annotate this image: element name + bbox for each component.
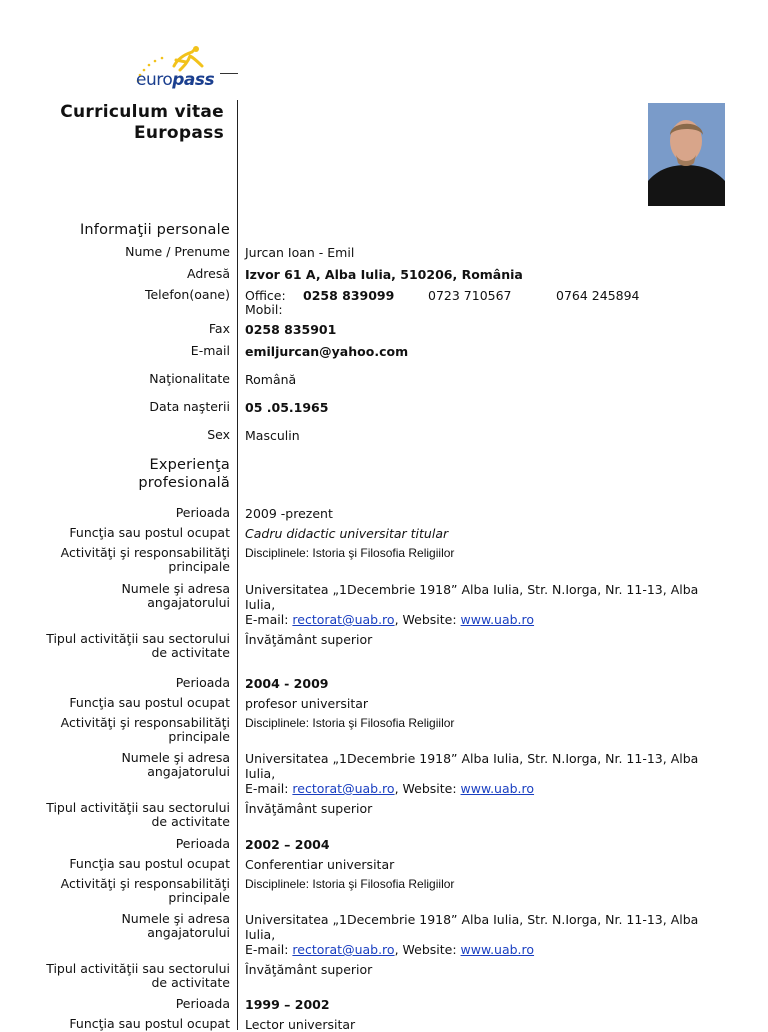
logo-underline (220, 73, 238, 74)
job1-period: 2009 -prezent (245, 506, 333, 521)
nationality-label: Naţionalitate (149, 371, 230, 386)
job3-activities: Disciplinele: Istoria şi Filosofia Religiilor (245, 877, 455, 891)
job3-period: 2002 – 2004 (245, 837, 330, 852)
birthdate-value: 05 .05.1965 (245, 400, 329, 415)
job3-sector: Învăţământ superior (245, 962, 373, 977)
nationality-value: Română (245, 372, 297, 387)
job1-period-label: Perioada (175, 505, 230, 520)
job1-sector: Învăţământ superior (245, 632, 373, 647)
sex-value: Masculin (245, 428, 300, 443)
job3-position: Conferentiar universitar (245, 857, 395, 872)
profile-photo (648, 103, 725, 206)
job2-employer: Universitatea „1Decembrie 1918” Alba Iulia, Str. N.Iorga, Nr. 11-13, Alba Iulia, E-mail: rectorat@uab.ro, Website: www.uab.ro (245, 751, 699, 796)
fax-label: Fax (208, 321, 230, 336)
sex-label: Sex (207, 427, 230, 442)
job3-activities-label: Activităţi şi responsabilităţi principale (60, 876, 230, 905)
office-phone: 0258 839099 (303, 288, 395, 303)
email-label: E-mail (190, 343, 230, 358)
column-divider (237, 100, 238, 1030)
job3-employer-label: Numele şi adresa angajatorului (121, 911, 230, 940)
job4-period: 1999 – 2002 (245, 997, 330, 1012)
job2-sector: Învăţământ superior (245, 801, 373, 816)
name-label: Nume / Prenume (125, 244, 230, 259)
job1-sector-label: Tipul activităţii sau sectorului de activitate (46, 631, 230, 660)
mobile-phone-2: 0764 245894 (556, 288, 640, 303)
job4-period-label: Perioada (175, 996, 230, 1011)
job2-position: profesor universitar (245, 696, 369, 711)
job3-website-link[interactable]: www.uab.ro (460, 942, 535, 957)
job1-position-label: Funcţia sau postul ocupat (69, 525, 230, 540)
job2-employer-label: Numele şi adresa angajatorului (121, 750, 230, 779)
job3-email-link[interactable]: rectorat@uab.ro (292, 942, 395, 957)
job3-employer: Universitatea „1Decembrie 1918” Alba Iulia, Str. N.Iorga, Nr. 11-13, Alba Iulia, E-mail: rectorat@uab.ro, Website: www.uab.ro (245, 912, 699, 957)
job3-sector-label: Tipul activităţii sau sectorului de activitate (46, 961, 230, 990)
section-personal-info: Informaţii personale (79, 222, 230, 238)
job3-period-label: Perioada (175, 836, 230, 851)
job1-email-link[interactable]: rectorat@uab.ro (292, 612, 395, 627)
europass-wordmark: europass (136, 70, 215, 90)
office-label: Office: (245, 288, 286, 303)
email-value: emiljurcan@yahoo.com (245, 344, 409, 359)
name-value: Jurcan Ioan - Emil (245, 245, 355, 260)
phone-label: Telefon(oane) (144, 287, 230, 302)
mobile-label: Mobil: (245, 302, 283, 317)
job2-period: 2004 - 2009 (245, 676, 329, 691)
job2-activities-label: Activităţi şi responsabilităţi principale (60, 715, 230, 744)
phone-values (245, 288, 735, 303)
job1-activities: Disciplinele: Istoria şi Filosofia Religiilor (245, 546, 455, 560)
job1-employer: Universitatea „1Decembrie 1918” Alba Iulia, Str. N.Iorga, Nr. 11-13, Alba Iulia, E-mail: rectorat@uab.ro, Website: www.uab.ro (245, 582, 699, 627)
fax-value: 0258 835901 (245, 322, 337, 337)
job4-position-label: Funcţia sau postul ocupat (69, 1016, 230, 1031)
job2-email-link[interactable]: rectorat@uab.ro (292, 781, 395, 796)
job4-position: Lector universitar (245, 1017, 356, 1032)
address-value: Izvor 61 A, Alba Iulia, 510206, România (245, 267, 523, 282)
job2-position-label: Funcţia sau postul ocupat (69, 695, 230, 710)
job2-activities: Disciplinele: Istoria şi Filosofia Religiilor (245, 716, 455, 730)
job2-sector-label: Tipul activităţii sau sectorului de activitate (46, 800, 230, 829)
job2-period-label: Perioada (175, 675, 230, 690)
job1-position: Cadru didactic universitar titular (245, 526, 449, 541)
address-label: Adresă (187, 266, 230, 281)
job1-activities-label: Activităţi şi responsabilităţi principale (60, 545, 230, 574)
cv-title: Curriculum vitae Europass (60, 102, 224, 143)
birthdate-label: Data naşterii (149, 399, 230, 414)
job2-website-link[interactable]: www.uab.ro (460, 781, 535, 796)
job1-employer-label: Numele şi adresa angajatorului (121, 581, 230, 610)
mobile-phone-1: 0723 710567 (428, 288, 512, 303)
job1-website-link[interactable]: www.uab.ro (460, 612, 535, 627)
section-experience: Experienţa profesională (138, 457, 230, 491)
job3-position-label: Funcţia sau postul ocupat (69, 856, 230, 871)
